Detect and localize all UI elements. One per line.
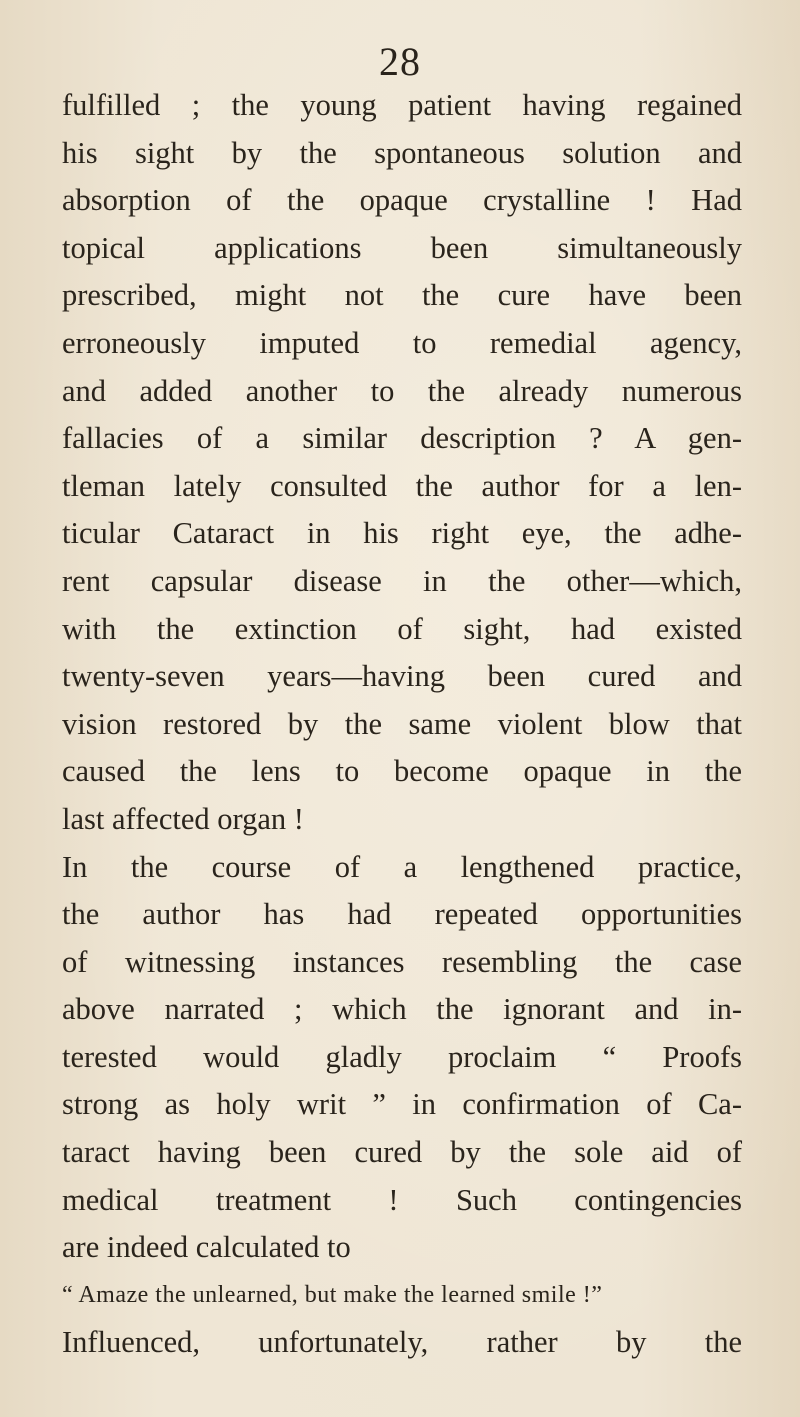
text-line: rent capsular disease in the other—which, <box>62 563 742 598</box>
text-line: fulfilled ; the young patient having regained <box>62 88 742 122</box>
text-line: above narrated ; which the ignorant and in- <box>62 992 742 1027</box>
text-line: medical treatment ! Such contingencies <box>62 1182 742 1217</box>
text-line: fallacies of a similar description ? A gen- <box>62 421 742 456</box>
text-line: prescribed, might not the cure have been <box>62 278 742 313</box>
text-line: ticular Cataract in his right eye, the adhe- <box>62 516 742 551</box>
paragraph-start-line: In the course of a lengthened practice, <box>62 849 742 884</box>
text-line: the author has had repeated opportunities <box>62 897 742 932</box>
text-line: with the extinction of sight, had existed <box>62 611 742 646</box>
text-line: taract having been cured by the sole aid of <box>62 1135 742 1170</box>
text-line: twenty-seven years—having been cured and <box>62 659 742 694</box>
text-line: absorption of the opaque crystalline ! Had <box>62 183 742 218</box>
text-line: terested would gladly proclaim “ Proofs <box>62 1039 742 1074</box>
text-line: vision restored by the same violent blow that <box>62 706 742 741</box>
text-line: strong as holy writ ” in confirmation of Ca- <box>62 1087 742 1122</box>
text-line: and added another to the already numerous <box>62 373 742 408</box>
text-line: caused the lens to become opaque in the <box>62 754 742 789</box>
text-line: of witnessing instances resembling the case <box>62 944 742 979</box>
text-line: tleman lately consulted the author for a len- <box>62 468 742 503</box>
text-line: are indeed calculated to <box>62 1230 351 1265</box>
text-line: his sight by the spontaneous solution and <box>62 135 742 170</box>
quotation-line: “ Amaze the unlearned, but make the learned smile !” <box>62 1281 603 1308</box>
page-number: 28 <box>379 39 421 84</box>
text-line: topical applications been simultaneously <box>62 230 742 265</box>
body-text <box>62 82 742 1367</box>
text-line: Influenced, unfortunately, rather by the <box>62 1325 742 1360</box>
text-line: erroneously imputed to remedial agency, <box>62 325 742 360</box>
paragraph-end-line: last affected organ ! <box>62 801 304 836</box>
